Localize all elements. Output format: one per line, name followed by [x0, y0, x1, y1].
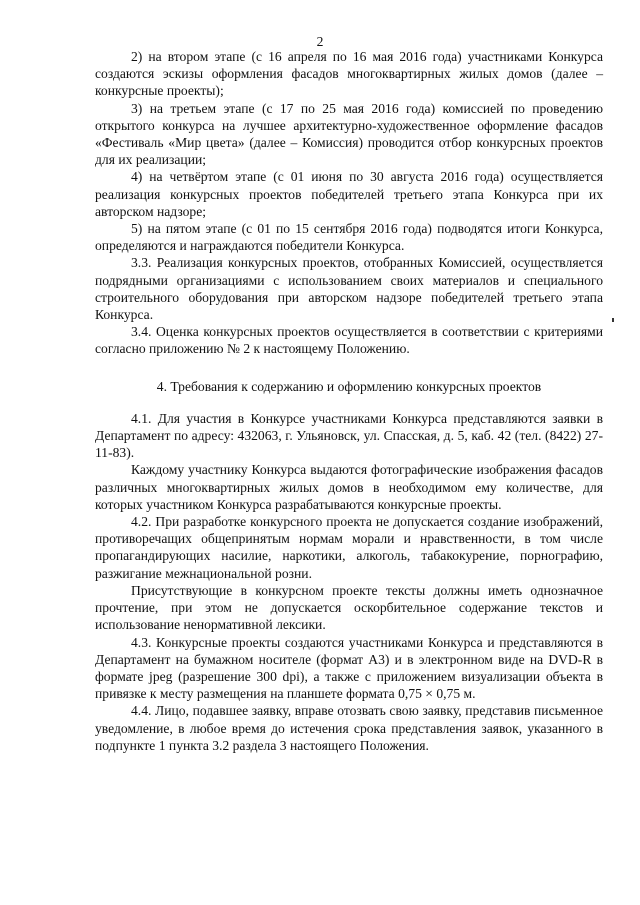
paragraph-3-3: 3.3. Реализация конкурсных проектов, отобранных Комиссией, осуществляется подрядными организациями с использованием своих материалов и специального строительного оборудования при авторском надзоре победителей третьего этапа Конкурса. [95, 255, 603, 323]
paragraph-4-2-texts: Присутствующие в конкурсном проекте тексты должны иметь однозначное прочтение, при этом не допускается оскорбительное содержание текстов и использование ненормативной лексики. [95, 582, 603, 633]
scan-artifact-mark [612, 318, 614, 322]
paragraph-4-1: 4.1. Для участия в Конкурсе участниками Конкурса представляются заявки в Департамент по адресу: 432063, г. Ульяновск, ул. Спасская, д. 5, каб. 42 (тел. (8422) 27-11-83). [95, 410, 603, 461]
paragraph-4-2: 4.2. При разработке конкурсного проекта не допускается создание изображений, противоречащих общепринятым нормам морали и нравственности, в том числе пропагандирующих насилие, наркотики, алкоголь, табакокурение, порнографию, разжигание межнациональной розни. [95, 514, 603, 581]
page-number: 2 [316, 34, 324, 49]
section-4-heading: 4. Требования к содержанию и оформлению конкурсных проектов [156, 378, 542, 394]
paragraph-stage-3: 3) на третьем этапе (с 17 по 25 мая 2016 года) комиссией по проведению открытого конкурса на лучшее архитектурно-художественное оформление фасадов «Фестиваль «Мир цвета» (далее – Комиссия) проводится отбор конкурсных проектов для их реализации; [95, 100, 603, 168]
paragraph-stage-2: 2) на втором этапе (с 16 апреля по 16 мая 2016 года) участниками Конкурса создаются эскизы оформления фасадов многоквартирных жилых домов (далее – конкурсные проекты); [95, 49, 603, 99]
paragraph-stage-4: 4) на четвёртом этапе (с 01 июня по 30 августа 2016 года) осуществляется реализация конкурсных проектов победителей третьего этапа Конкурса при их авторском надзоре; [95, 169, 603, 219]
document-body [95, 48, 603, 754]
paragraph-4-4: 4.4. Лицо, подавшее заявку, вправе отозвать свою заявку, представив письменное уведомление, в любое время до истечения срока представления заявок, указанного в подпункте 1 пункта 3.2 раздела 3 настоящего Положения. [95, 703, 603, 753]
paragraph-stage-5: 5) на пятом этапе (с 01 по 15 сентября 2016 года) подводятся итоги Конкурса, определяются и награждаются победители Конкурса. [95, 221, 603, 254]
paragraph-4-3: 4.3. Конкурсные проекты создаются участниками Конкурса и представляются в Департамент на бумажном носителе (формат А3) и в электронном виде на DVD-R в формате jpeg (разрешение 300 dpi), а также с приложением визуализации объекта в привязке к месту размещения на планшете формата 0,75 × 0,75 м. [95, 634, 603, 702]
paragraph-4-1-photos: Каждому участнику Конкурса выдаются фотографические изображения фасадов различных многоквартирных жилых домов в необходимом ему количестве, для которых участником Конкурса разрабатываются конкурсные проекты. [95, 462, 603, 512]
paragraph-3-4: 3.4. Оценка конкурсных проектов осуществляется в соответствии с критериями согласно приложению № 2 к настоящему Положению. [95, 324, 603, 357]
